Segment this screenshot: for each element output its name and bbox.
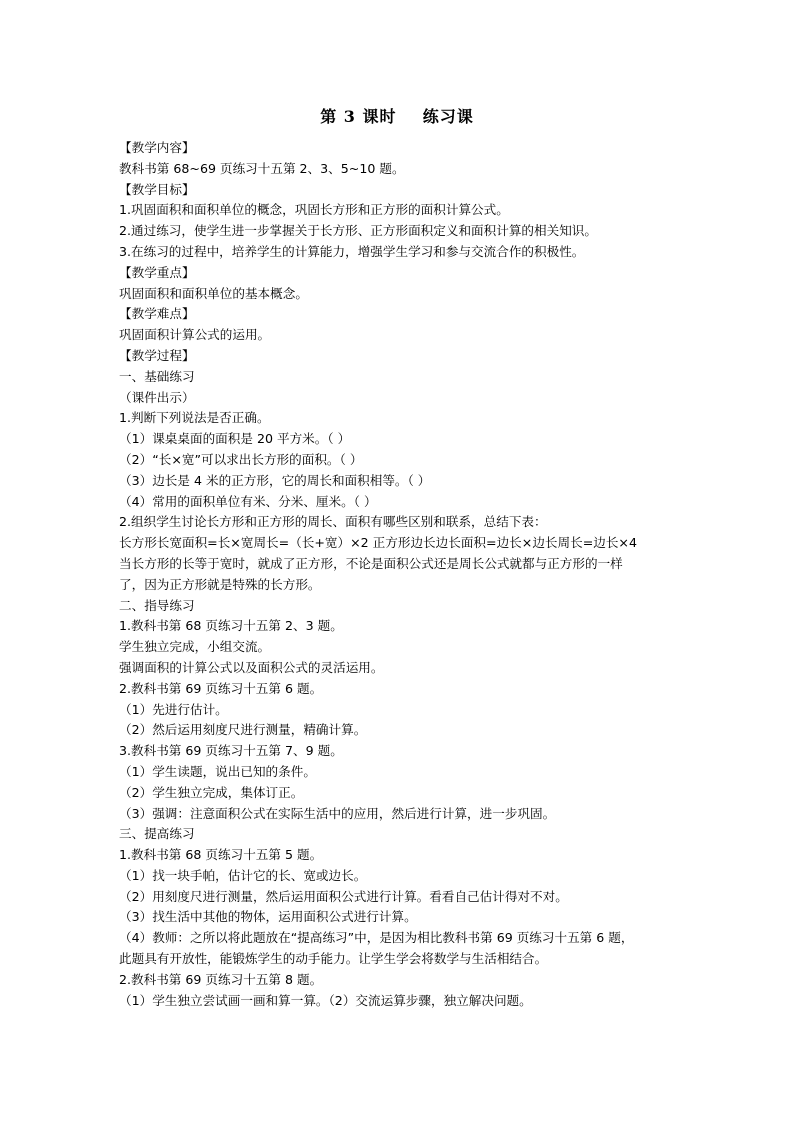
text-line: （4）常用的面积单位有米、分米、厘米。（ ） xyxy=(119,493,377,509)
lesson-title: 第 3 课时 练习课 xyxy=(320,107,474,126)
text-line: 3.在练习的过程中，培养学生的计算能力，增强学生学习和参与交流合作的积极性。 xyxy=(119,243,585,259)
text-line: 一、基础练习 xyxy=(119,368,195,384)
text-line: 2.组织学生讨论长方形和正方形的周长、面积有哪些区别和联系，总结下表： xyxy=(119,514,547,530)
text-line: 2.教科书第 69 页练习十五第 6 题。 xyxy=(119,680,323,696)
text-line: （3）找生活中其他的物体，运用面积公式进行计算。 xyxy=(119,909,417,925)
text-line: 巩固面积和面积单位的基本概念。 xyxy=(119,285,308,301)
text-line: （2）学生独立完成，集体订正。 xyxy=(119,784,304,800)
text-line: （课件出示） xyxy=(119,389,195,405)
text-line: （3）边长是 4 米的正方形，它的周长和面积相等。（ ） xyxy=(119,472,431,488)
text-line: 当长方形的长等于宽时，就成了正方形，不论是面积公式还是周长公式就都与正方形的一样 xyxy=(119,555,623,571)
text-line: 【教学内容】 xyxy=(119,140,195,155)
text-line: （3）强调：注意面积公式在实际生活中的应用，然后进行计算，进一步巩固。 xyxy=(119,805,556,821)
text-line: （2）“长×宽”可以求出长方形的面积。（ ） xyxy=(119,451,363,467)
text-line: 1.判断下列说法是否正确。 xyxy=(119,410,270,426)
text-line: （1）找一块手帕，估计它的长、宽或边长。 xyxy=(119,867,367,883)
text-line: 此题具有开放性，能锻炼学生的动手能力。让学生学会将数学与生活相结合。 xyxy=(119,951,548,967)
text-line: 学生独立完成，小组交流。 xyxy=(119,639,271,655)
text-line: 巩固面积计算公式的运用。 xyxy=(119,327,271,343)
text-line: （1）学生读题，说出已知的条件。 xyxy=(119,763,316,779)
text-line: 【教学目标】 xyxy=(119,181,195,197)
text-line: 二、指导练习 xyxy=(119,597,195,613)
text-line: 2.教科书第 69 页练习十五第 8 题。 xyxy=(119,971,323,987)
text-line: （4）教师：之所以将此题放在“提高练习”中，是因为相比教科书第 69 页练习十五第 6 题， xyxy=(119,930,634,946)
text-line: （1）先进行估计。 xyxy=(119,701,228,717)
text-line: （2）用刻度尺进行测量，然后运用面积公式进行计算。看看自己估计得对不对。 xyxy=(119,888,568,904)
text-line: 2.通过练习，使学生进一步掌握关于长方形、正方形面积定义和面积计算的相关知识。 xyxy=(119,223,597,239)
text-line: （2）然后运用刻度尺进行测量，精确计算。 xyxy=(119,722,367,738)
text-line: 强调面积的计算公式以及面积公式的灵活运用。 xyxy=(119,659,384,675)
text-line: （1）学生独立尝试画一画和算一算。（2）交流运算步骤，独立解决问题。 xyxy=(119,992,532,1008)
text-line: 教科书第 68~69 页练习十五第 2、3、5~10 题。 xyxy=(119,160,405,176)
text-line: 1.教科书第 68 页练习十五第 2、3 题。 xyxy=(119,618,343,634)
text-line: 1.巩固面积和面积单位的概念，巩固长方形和正方形的面积计算公式。 xyxy=(119,202,509,218)
text-line: 【教学难点】 xyxy=(119,306,195,322)
text-line: 3.教科书第 69 页练习十五第 7、9 题。 xyxy=(119,743,343,759)
text-line: 三、提高练习 xyxy=(119,826,195,842)
document-body xyxy=(119,138,681,1011)
text-line: （1）课桌桌面的面积是 20 平方米。（ ） xyxy=(119,431,351,447)
text-line: 1.教科书第 68 页练习十五第 5 题。 xyxy=(119,847,323,863)
text-line: 了，因为正方形就是特殊的长方形。 xyxy=(119,576,321,592)
text-line: 【教学过程】 xyxy=(119,347,195,363)
text-line: 【教学重点】 xyxy=(119,264,195,280)
text-line: 长方形长宽面积=长×宽周长=（长+宽）×2 正方形边长边长面积=边长×边长周长=边长×4 xyxy=(119,535,637,551)
